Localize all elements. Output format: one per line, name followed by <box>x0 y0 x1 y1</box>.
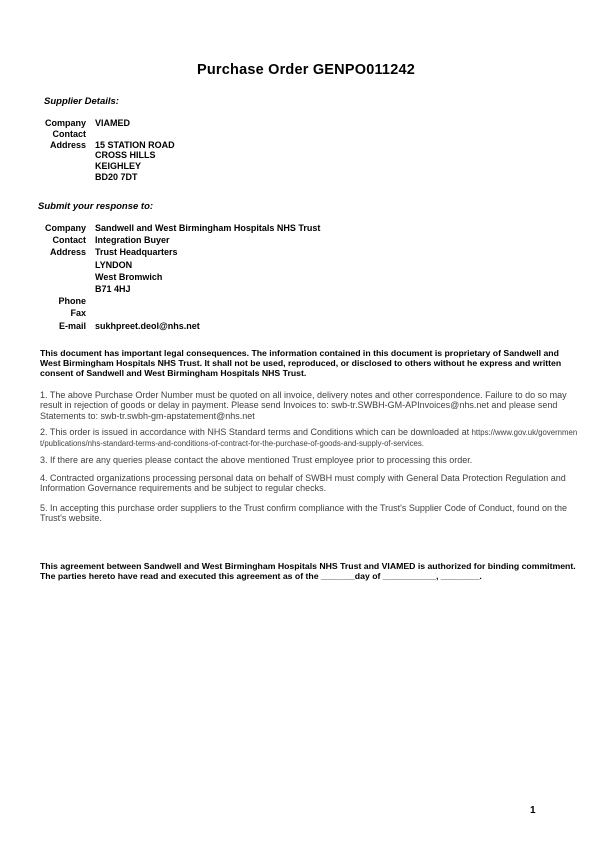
submit-address-line: B71 4HJ <box>95 284 131 295</box>
submit-contact-value: Integration Buyer <box>95 235 170 246</box>
term-paragraph-3: 3. If there are any queries please contact the above mentioned Trust employee prior to processing this order. <box>40 455 473 465</box>
supplier-address-line: 15 STATION ROAD <box>95 139 175 150</box>
term-paragraph-4: 4. Contracted organizations processing personal data on behalf of SWBH must comply with General Data Protection Regulation and Information Governance requirements and be subject to regular checks. <box>40 473 566 494</box>
submit-phone-label: Phone <box>58 296 86 307</box>
submit-email-label: E-mail <box>58 320 86 331</box>
submit-address-label: Address <box>49 247 86 258</box>
supplier-company-value: VIAMED <box>95 118 131 128</box>
page-number: 1 <box>530 805 536 816</box>
supplier-contact-value <box>95 129 175 140</box>
submit-address-line: LYNDON <box>95 259 133 270</box>
page-title: Purchase Order GENPO011242 <box>197 62 415 78</box>
term-2-text: 2. This order is issued in accordance with NHS Standard terms and Conditions which can be downloaded at <box>40 427 472 437</box>
supplier-details-block <box>40 118 175 183</box>
legal-notice-paragraph: This document has important legal consequences. The information contained in this document is proprietary of Sandwell and West Birmingham Hospitals NHS Trust. It shall not be used, reproduced, or disclosed to others without he express and written consent of Sandwell and West Birmingham Hospitals NHS Trust. <box>40 348 562 379</box>
submit-response-heading: Submit your response to: <box>38 201 154 212</box>
supplier-company-label: Company <box>44 118 86 128</box>
submit-address-line: Trust Headquarters <box>95 247 178 258</box>
supplier-address-line: CROSS HILLS <box>95 150 156 161</box>
term-paragraph-1: 1. The above Purchase Order Number must be quoted on all invoice, delivery notes and other correspondence. Failure to do so may result in rejection of goods or delay in payment. Please send Invoices to: swb-tr.SWBH-GM-APInvoices@nhs.net and please send Statements to: swb-tr.swbh-gm-apstatement@nhs.net <box>40 390 567 421</box>
agreement-paragraph: This agreement between Sandwell and West Birmingham Hospitals NHS Trust and VIAMED is authorized for binding commitment. The parties hereto have read and executed this agreement as of the _______day of ___________, ________. <box>40 561 576 582</box>
submit-email-value: sukhpreet.deol@nhs.net <box>95 320 200 331</box>
submit-contact-label: Contact <box>52 235 86 246</box>
submit-response-block <box>40 222 320 332</box>
supplier-address-line: KEIGHLEY <box>95 161 142 172</box>
submit-address-line: West Bromwich <box>95 271 163 282</box>
supplier-address-line: BD20 7DT <box>95 171 138 182</box>
supplier-details-heading: Supplier Details: <box>44 96 119 107</box>
supplier-address-label: Address <box>49 139 86 150</box>
submit-phone-value <box>95 295 320 307</box>
submit-fax-label: Fax <box>70 308 86 319</box>
term-paragraph-5: 5. In accepting this purchase order suppliers to the Trust confirm compliance with the Trust's Supplier Code of Conduct, found on the Trust's website. <box>40 503 568 524</box>
submit-company-label: Company <box>44 223 86 233</box>
term-paragraph-2 <box>40 427 580 450</box>
supplier-contact-label: Contact <box>52 128 86 139</box>
submit-fax-value <box>95 307 320 319</box>
term-2-url: https://www.gov.uk/government/publications/nhs-standard-terms-and-conditions-of-contract-for-the-purchase-of-goods-and-supply-of-services. <box>40 428 578 449</box>
submit-company-value: Sandwell and West Birmingham Hospitals NHS Trust <box>95 223 321 233</box>
